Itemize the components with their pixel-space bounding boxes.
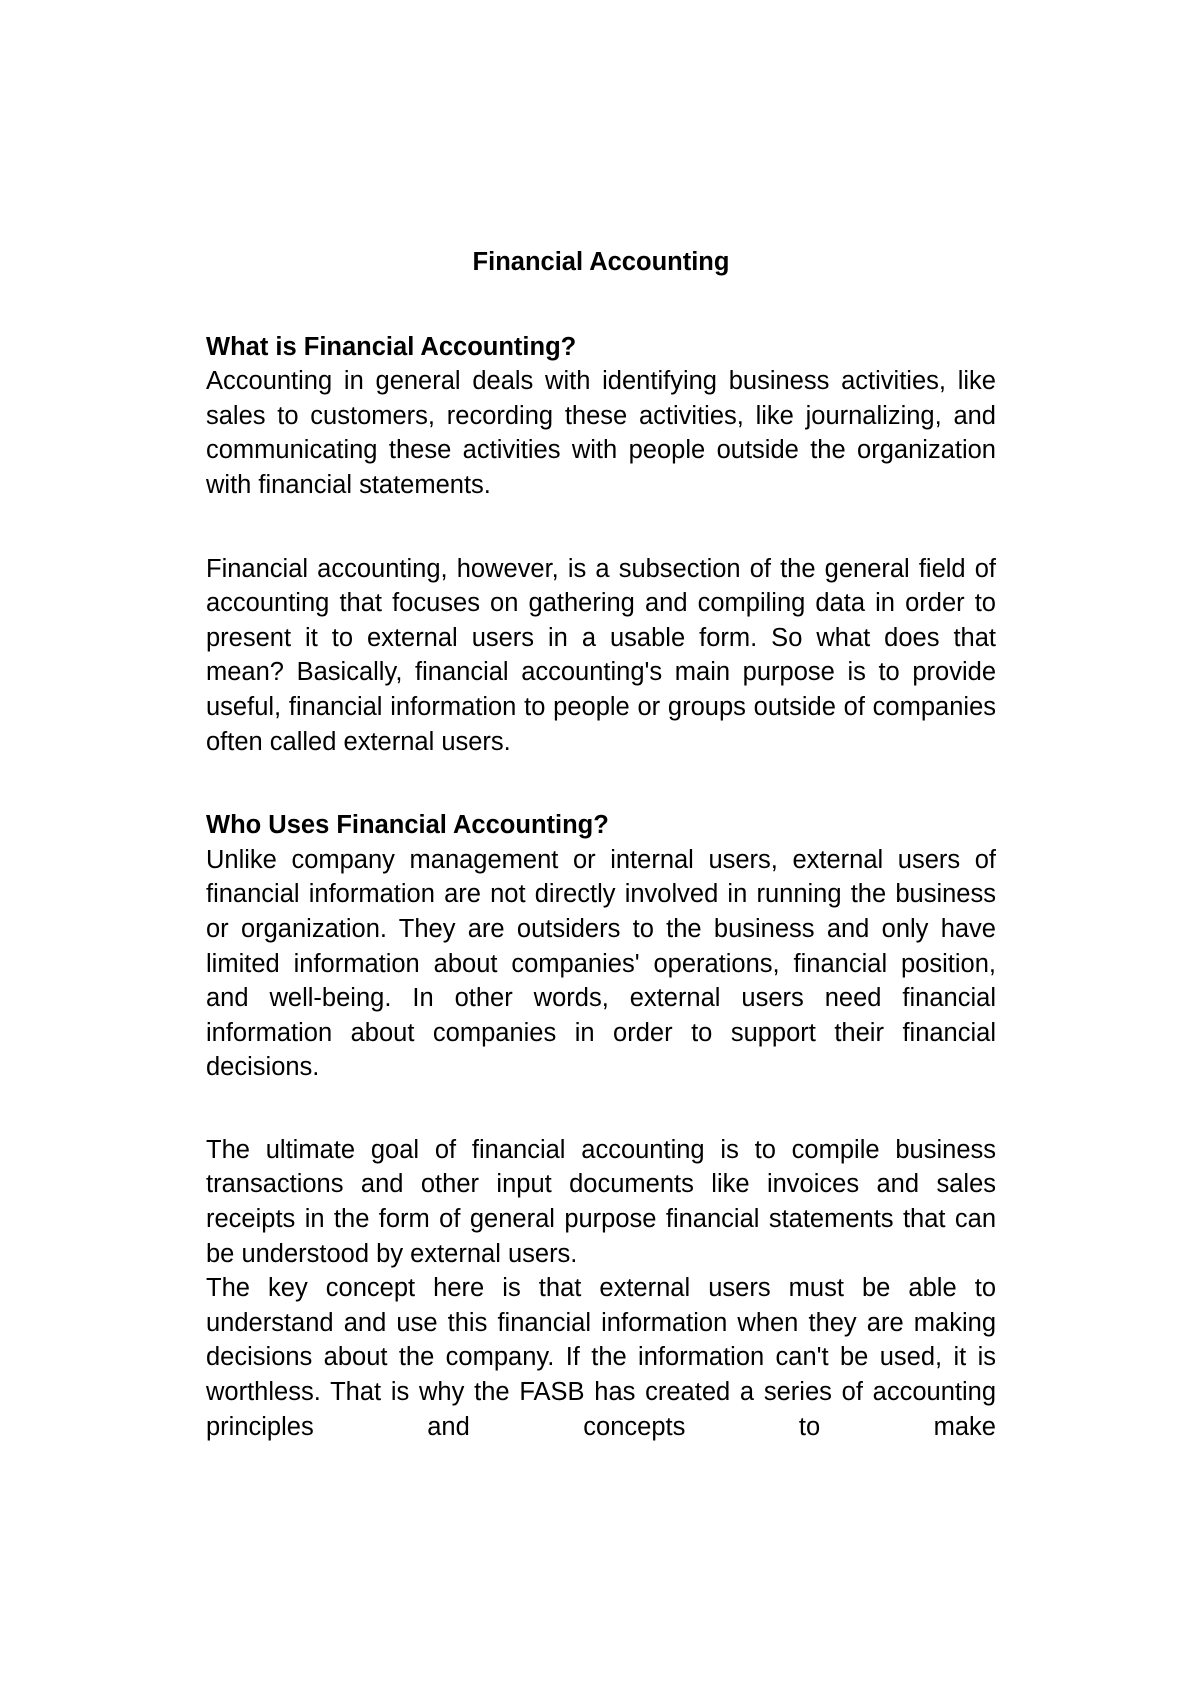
document-body <box>206 245 996 1444</box>
paragraph: Unlike company management or internal users, external users of financial information are not directly involved in running the business or organization. They are outsiders to the business and only have limited information about companies' operations, financial position, and well-being. In other words, external users need financial information about companies in order to support their financial decisions. <box>206 845 996 1082</box>
section-heading: What is Financial Accounting? <box>206 332 577 361</box>
section-heading: Who Uses Financial Accounting? <box>206 811 609 840</box>
spacer <box>206 759 996 808</box>
section-what-is <box>206 330 996 760</box>
paragraph: Financial accounting, however, is a subsection of the general field of accounting that focuses on gathering and compiling data in order to present it to external users in a usable form. So what does that mean? Basically, financial accounting's main purpose is to provide useful, financial information to people or groups outside of companies often called external users. <box>206 554 996 756</box>
section-who-uses <box>206 808 996 1444</box>
paragraph: The ultimate goal of financial accounting is to compile business transactions and other input documents like invoices and sales receipts in the form of general purpose financial statements that can be understood by external users. <box>206 1135 996 1268</box>
spacer <box>206 1085 996 1133</box>
spacer <box>206 280 996 330</box>
spacer <box>206 503 996 552</box>
paragraph: The key concept here is that external users must be able to understand and use this financial information when they are making decisions about the company. If the information can't be used, it is worthless. That is why the FASB has created a series of accounting principles and concepts to make <box>206 1274 996 1441</box>
document-title: Financial Accounting <box>472 248 730 276</box>
paragraph: Accounting in general deals with identifying business activities, like sales to customers, recording these activities, like journalizing, and communicating these activities with people outside the organization with financial statements. <box>206 367 996 499</box>
